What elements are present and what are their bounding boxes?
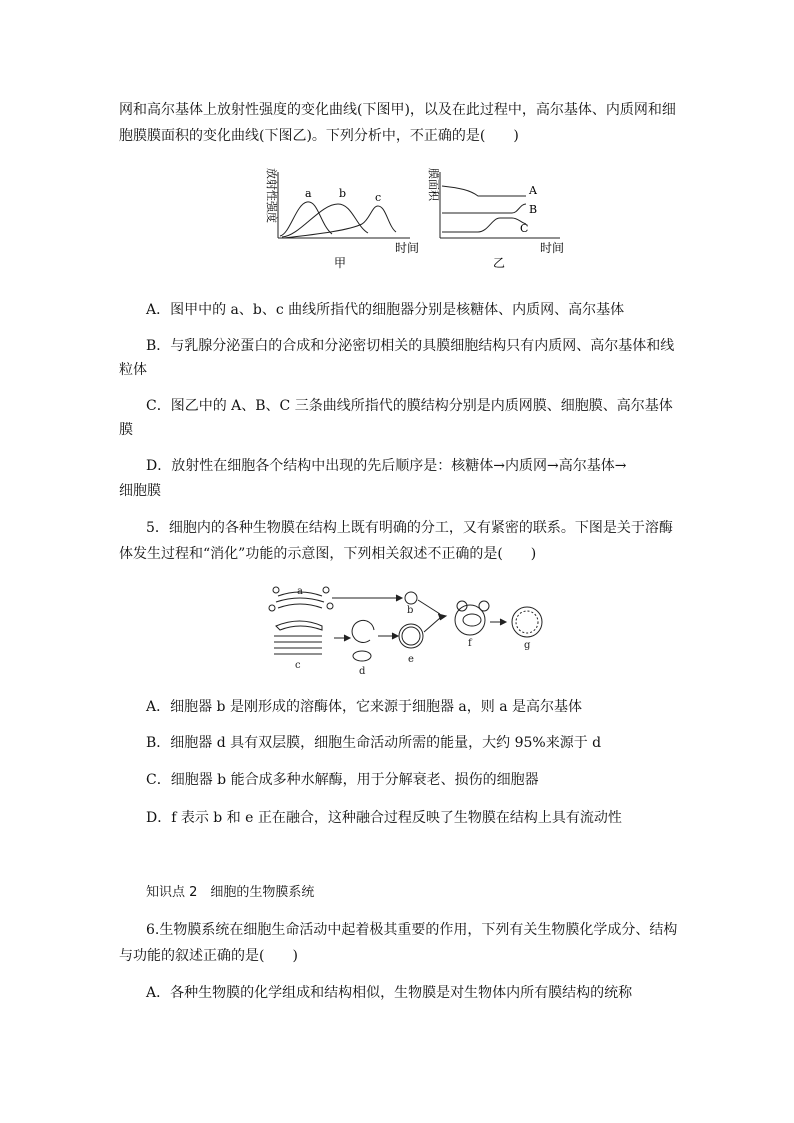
fig-label-g: g	[524, 640, 531, 651]
q4-option-b-line-2: 粒体	[119, 362, 147, 378]
jia-curve-c	[284, 206, 396, 238]
jia-curve-b	[282, 204, 368, 237]
arrow-2: →	[546, 458, 559, 474]
yi-label-C: C	[520, 222, 529, 235]
q4-option-c-line-1: C．图乙中的 A、B、C 三条曲线所指代的膜结构分别是内质网膜、细胞膜、高尔基体	[146, 398, 673, 414]
q6-stem-line-1: 6.生物膜系统在细胞生命活动中起着极其重要的作用，下列有关生物膜化学成分、结构	[146, 922, 678, 938]
yi-label-A: A	[529, 184, 537, 197]
jia-curve-a	[280, 202, 332, 236]
q5-option-c: C．细胞器 b 能合成多种水解酶，用于分解衰老、损伤的细胞器	[146, 772, 539, 788]
section-title: 知识点 2 细胞的生物膜系统	[146, 885, 315, 900]
arrow-1: →	[493, 458, 505, 474]
fig-label-e: e	[408, 654, 414, 665]
jia-label-a: a	[305, 187, 312, 200]
q4-option-a: A．图甲中的 a、b、c 曲线所指代的细胞器分别是核糖体、内质网、高尔基体	[146, 302, 625, 318]
q4-option-d-text-1: D．放射性在细胞各个结构中出现的先后顺序是：核糖体	[146, 458, 494, 474]
figure-yi	[427, 168, 564, 270]
q6-stem-line-2: 与功能的叙述正确的是( )	[119, 948, 298, 964]
fig-label-b: b	[407, 605, 414, 616]
q5-option-b: B．细胞器 d 具有双层膜，细胞生命活动所需的能量，大约 95%来源于 d	[146, 735, 602, 751]
arrow-3: →	[614, 458, 627, 474]
fig-label-a: a	[297, 586, 303, 597]
organelle-c	[274, 621, 322, 654]
yi-curve-C	[442, 218, 526, 232]
q4-option-b-line-1: B．与乳腺分泌蛋白的合成和分泌密切相关的具膜细胞结构只有内质网、高尔基体和线	[146, 338, 675, 354]
jia-label-b: b	[339, 187, 347, 200]
jia-label-c: c	[375, 191, 382, 204]
organelle-b	[405, 592, 417, 604]
yi-ylabel: 膜面积	[427, 168, 440, 201]
jia-xlabel: 时间	[395, 241, 420, 255]
q4-option-d-line-1	[146, 456, 626, 476]
q4-option-d-text-2: 内质网	[504, 458, 547, 474]
q5-stem-line-2: 体发生过程和“消化”功能的示意图，下列相关叙述不正确的是( )	[119, 546, 537, 562]
yi-curve-A	[442, 186, 526, 196]
q5-option-d: D．f 表示 b 和 e 正在融合，这种融合过程反映了生物膜在结构上具有流动性	[146, 810, 622, 826]
fig-label-d: d	[359, 666, 366, 677]
q4-figure	[0, 164, 794, 274]
q5-figure	[0, 578, 794, 678]
q4-stem-line-2: 胞膜膜面积的变化曲线(下图乙)。下列分析中，不正确的是( )	[119, 128, 519, 144]
yi-caption: 乙	[493, 256, 506, 270]
fig-label-f: f	[468, 638, 472, 649]
jia-ylabel: 放射性强度	[265, 168, 278, 223]
organelle-d	[353, 651, 371, 661]
q4-option-c-line-2: 膜	[119, 422, 133, 438]
jia-caption: 甲	[334, 256, 347, 270]
yi-label-B: B	[529, 203, 538, 216]
organelle-e	[399, 624, 423, 648]
q5-option-a: A．细胞器 b 是刚形成的溶酶体，它来源于细胞器 a，则 a 是高尔基体	[146, 699, 583, 715]
yi-xlabel: 时间	[540, 241, 565, 255]
fig-label-c: c	[295, 660, 301, 671]
q4-option-d-line-2: 细胞膜	[119, 483, 161, 499]
yi-curve-B	[442, 204, 526, 213]
q6-option-a: A．各种生物膜的化学组成和结构相似，生物膜是对生物体内所有膜结构的统称	[146, 985, 633, 1001]
q5-stem-line-1: 5．细胞内的各种生物膜在结构上既有明确的分工，又有紧密的联系。下图是关于溶酶	[146, 520, 673, 536]
q4-option-d-text-3: 高尔基体	[558, 458, 615, 474]
figure-jia	[265, 168, 419, 270]
q4-stem-line-1: 网和高尔基体上放射性强度的变化曲线(下图甲)，以及在此过程中，高尔基体、内质网和细	[119, 102, 676, 118]
